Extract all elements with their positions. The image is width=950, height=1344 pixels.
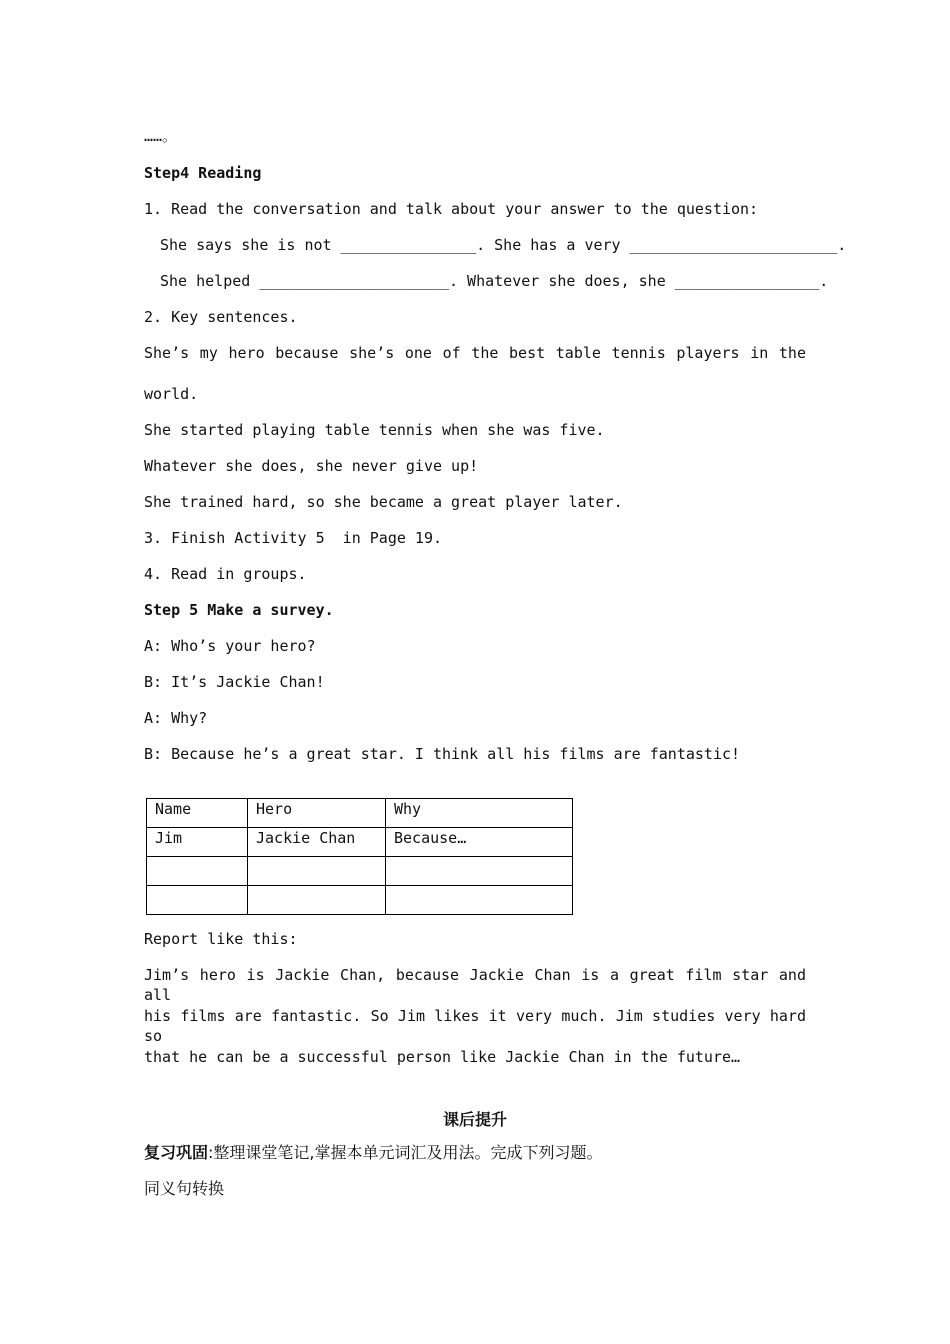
review-label: 复习巩固 <box>144 1143 209 1162</box>
survey-table <box>146 798 573 915</box>
report-line: his films are fantastic. So Jim likes it very much. Jim studies very hard so <box>144 1007 806 1045</box>
fill-blank-line2: She helped _____________________. Whatever she does, she ________________. <box>160 272 829 290</box>
ellipsis-text: ……。 <box>144 127 178 145</box>
step4-item1: 1. Read the conversation and talk about your answer to the question: <box>144 200 759 218</box>
step4-item4: 4. Read in groups. <box>144 565 307 583</box>
dialogue-line: B: It’s Jackie Chan! <box>144 673 325 691</box>
step5-heading: Step 5 Make a survey. <box>144 601 334 619</box>
table-cell: Jim <box>147 828 248 857</box>
step4-item3: 3. Finish Activity 5 in Page 19. <box>144 529 443 547</box>
table-cell <box>248 857 386 886</box>
table-cell <box>147 857 248 886</box>
dialogue-line: A: Why? <box>144 709 208 727</box>
report-intro: Report like this: <box>144 930 298 948</box>
fill-blank-line1: She says she is not _______________. She has a very _______________________. <box>160 236 847 254</box>
review-paragraph <box>144 1143 603 1163</box>
table-cell: Because… <box>386 828 573 857</box>
table-row <box>147 828 573 857</box>
table-header-why: Why <box>386 799 573 828</box>
table-header-row <box>147 799 573 828</box>
table-cell <box>147 886 248 915</box>
table-cell <box>248 886 386 915</box>
key-sentence-1-continued: world. <box>144 385 199 403</box>
key-sentence-2: She started playing table tennis when she was five. <box>144 421 605 439</box>
after-class-title: 课后提升 <box>442 1110 507 1129</box>
step4-item2: 2. Key sentences. <box>144 308 298 326</box>
dialogue-line: A: Who’s your hero? <box>144 637 316 655</box>
table-row <box>147 857 573 886</box>
table-cell <box>386 857 573 886</box>
table-header-name: Name <box>147 799 248 828</box>
synonym-heading: 同义句转换 <box>144 1179 225 1198</box>
key-sentence-1: She’s my hero because she’s one of the best table tennis players in the <box>144 344 806 362</box>
table-row <box>147 886 573 915</box>
key-sentence-3: Whatever she does, she never give up! <box>144 457 479 475</box>
step4-heading: Step4 Reading <box>144 164 262 182</box>
table-header-hero: Hero <box>248 799 386 828</box>
dialogue-line: B: Because he’s a great star. I think all his films are fantastic! <box>144 745 741 763</box>
report-line: that he can be a successful person like Jackie Chan in the future… <box>144 1048 741 1066</box>
table-cell <box>386 886 573 915</box>
report-line: Jim’s hero is Jackie Chan, because Jackie Chan is a great film star and all <box>144 966 806 1004</box>
key-sentence-4: She trained hard, so she became a great player later. <box>144 493 623 511</box>
table-cell: Jackie Chan <box>248 828 386 857</box>
review-text: :整理课堂笔记,掌握本单元词汇及用法。完成下列习题。 <box>208 1143 603 1162</box>
